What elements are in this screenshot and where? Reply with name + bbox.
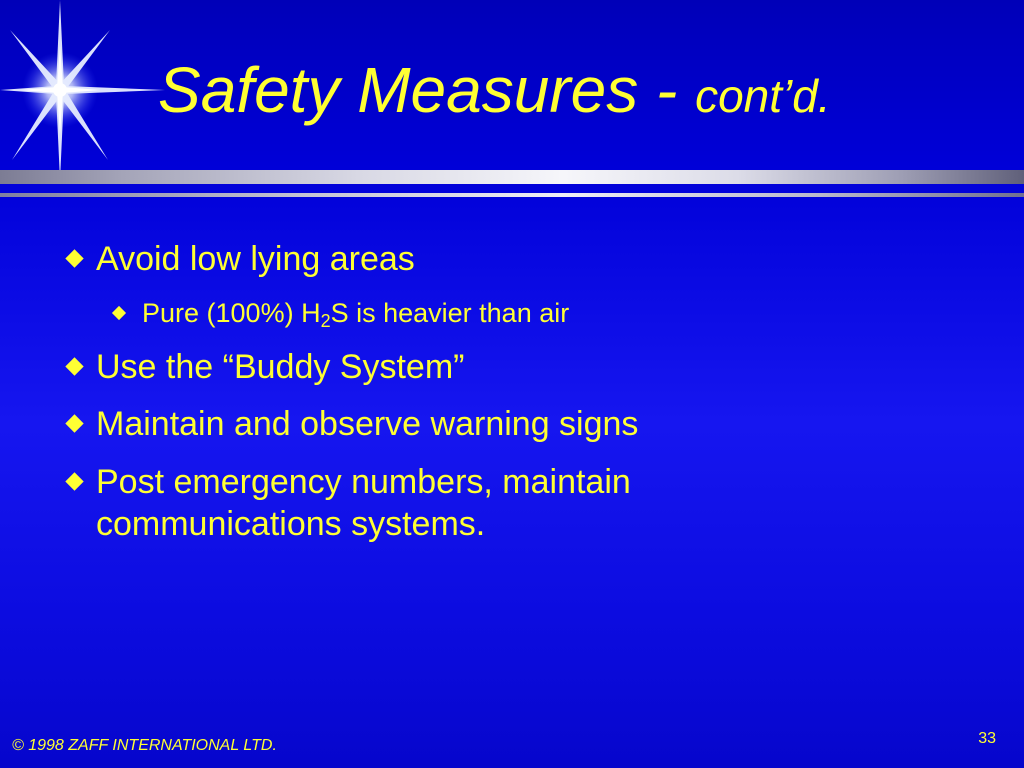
title-divider-thin (0, 193, 1024, 197)
bullet-text: Post emergency numbers, maintain communications systems. (96, 463, 631, 543)
page-number: 33 (978, 730, 996, 747)
sub-bullet-item (110, 296, 810, 330)
diamond-bullet-icon (112, 306, 126, 320)
subscript: 2 (320, 311, 331, 331)
diamond-bullet-icon (65, 472, 83, 490)
sub-bullet-text-after: S is heavier than air (330, 298, 570, 328)
bullet-text: Maintain and observe warning signs (96, 405, 639, 443)
diamond-bullet-icon (65, 357, 83, 375)
bullet-item (62, 238, 762, 280)
copyright-footer: © 1998 ZAFF INTERNATIONAL LTD. (12, 737, 277, 754)
title-suffix: cont’d. (695, 70, 831, 122)
bullet-item (62, 403, 762, 445)
diamond-bullet-icon (65, 249, 83, 267)
bullet-item (62, 461, 712, 545)
starburst-icon (0, 0, 170, 190)
title-divider (0, 170, 1024, 184)
sub-bullet-text-before: Pure (100%) H (142, 298, 321, 328)
bullet-item (62, 346, 762, 388)
slide-title (158, 50, 831, 136)
bullet-text: Avoid low lying areas (96, 240, 415, 278)
bullet-text: Use the “Buddy System” (96, 348, 465, 386)
diamond-bullet-icon (65, 414, 83, 432)
sub-bullet-text (142, 296, 810, 330)
title-main: Safety Measures - (158, 54, 696, 126)
